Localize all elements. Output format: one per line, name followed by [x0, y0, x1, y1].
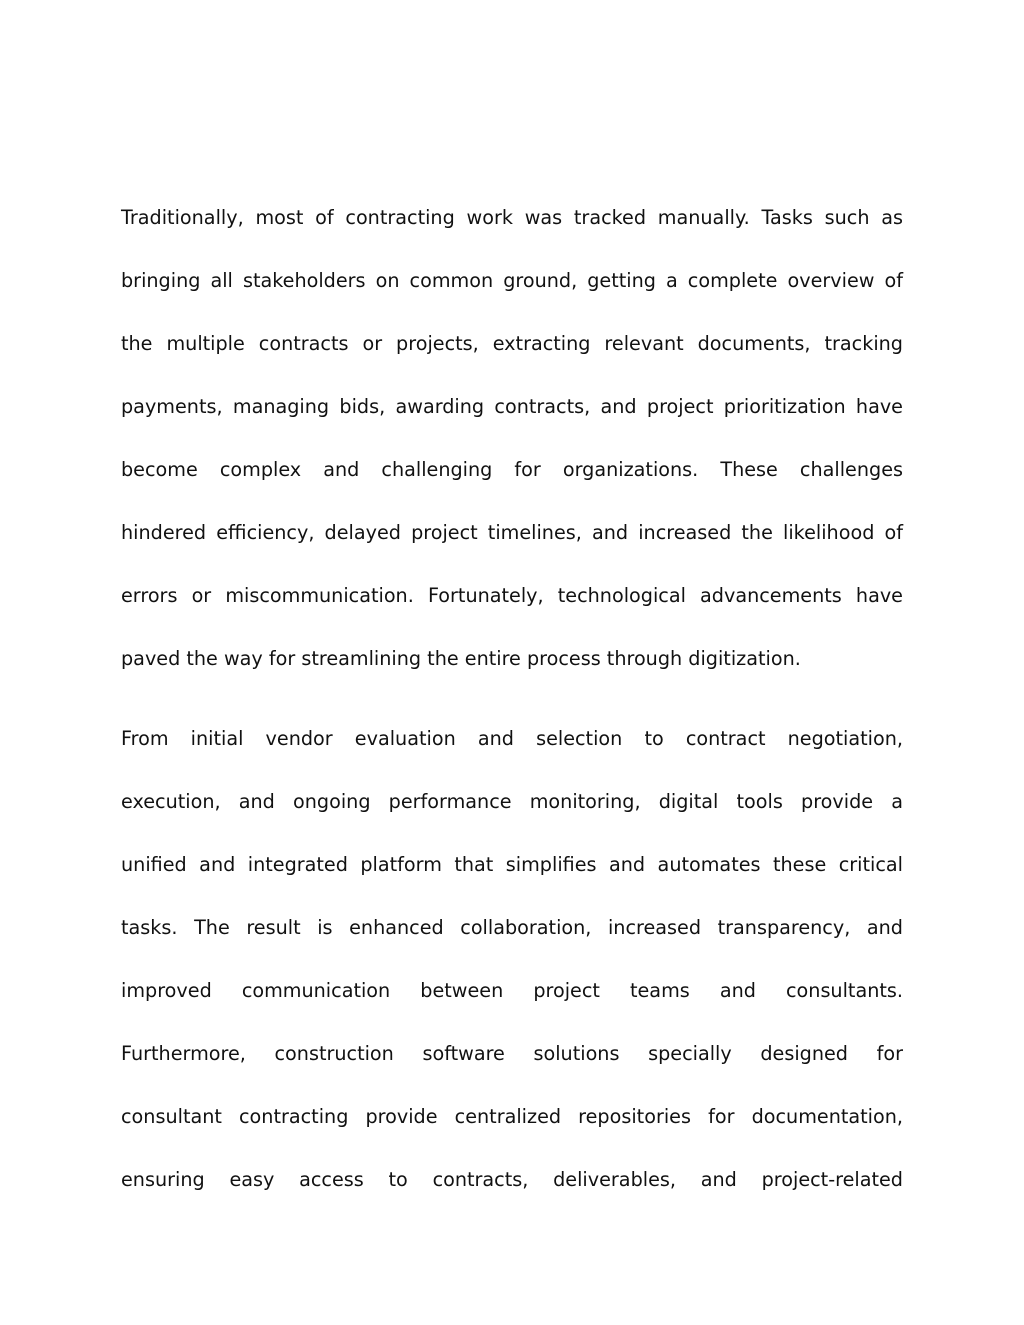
- paragraph-line: hindered efficiency, delayed project timelines, and increased the likelihood of: [121, 521, 903, 544]
- paragraph-line: improved communication between project teams and consultants.: [121, 979, 903, 1002]
- paragraph-line: Traditionally, most of contracting work was tracked manually. Tasks such as: [121, 206, 903, 229]
- paragraph-line: Furthermore, construction software solutions specially designed for: [121, 1042, 903, 1065]
- paragraph-line: bringing all stakeholders on common ground, getting a complete overview of: [121, 269, 903, 292]
- paragraph-line: ensuring easy access to contracts, deliverables, and project-related: [121, 1168, 903, 1191]
- paragraph-line: errors or miscommunication. Fortunately, technological advancements have: [121, 584, 903, 607]
- paragraph-1: [121, 186, 903, 690]
- paragraph-line: paved the way for streamlining the entire process through digitization.: [121, 647, 801, 670]
- paragraph-line: payments, managing bids, awarding contracts, and project prioritization have: [121, 395, 903, 418]
- paragraph-line: become complex and challenging for organizations. These challenges: [121, 458, 903, 481]
- paragraph-line: tasks. The result is enhanced collaboration, increased transparency, and: [121, 916, 903, 939]
- paragraph-line: From initial vendor evaluation and selection to contract negotiation,: [121, 727, 903, 750]
- paragraph-line: the multiple contracts or projects, extracting relevant documents, tracking: [121, 332, 903, 355]
- paragraph-line: consultant contracting provide centralized repositories for documentation,: [121, 1105, 903, 1128]
- paragraph-2: [121, 707, 903, 1211]
- paragraph-line: execution, and ongoing performance monitoring, digital tools provide a: [121, 790, 903, 813]
- paragraph-line: unified and integrated platform that simplifies and automates these critical: [121, 853, 903, 876]
